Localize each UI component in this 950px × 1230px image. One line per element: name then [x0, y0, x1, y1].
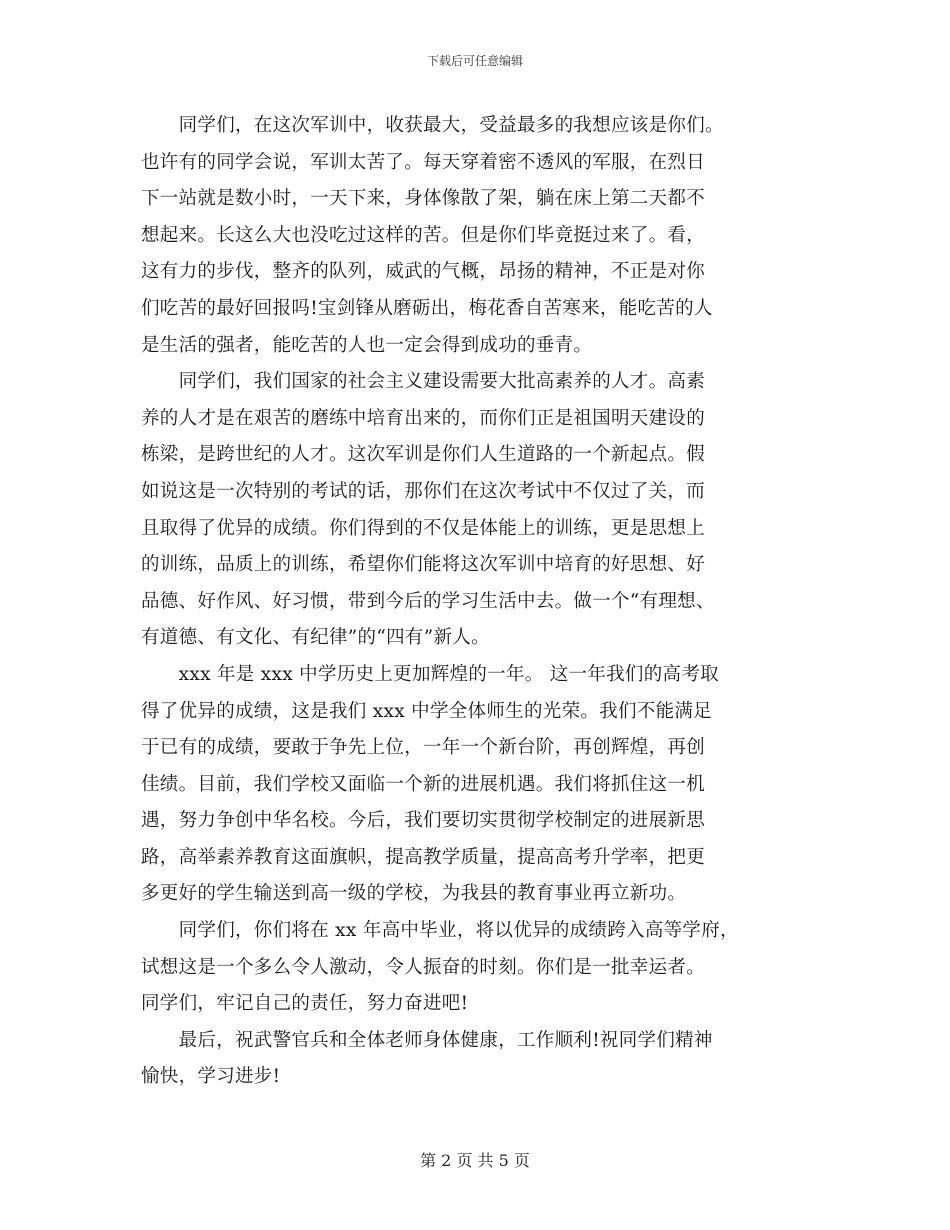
text-line: 同学们，我们国家的社会主义建设需要大批高素养的人才。高素	[141, 371, 706, 393]
text-line: 下一站就是数小时，一天下来，身体像散了架，躺在床上第二天都不	[141, 188, 706, 210]
text-line: 想起来。长这么大也没吃过这样的苦。但是你们毕竟挺过来了。看，	[141, 224, 706, 246]
text-line: 最后，祝武警官兵和全体老师身体健康，工作顺利!祝同学们精神	[141, 1029, 713, 1051]
text-line: 们吃苦的最好回报吗!宝剑锋从磨砺出，梅花香自苦寒来，能吃苦的人	[141, 297, 713, 319]
text-line: 也许有的同学会说，军训太苦了。每天穿着密不透风的军服，在烈日	[141, 151, 706, 173]
text-line: 路，高举素养教育这面旗帜，提高教学质量，提高高考升学率，把更	[141, 846, 706, 868]
text-line: 于已有的成绩，要敢于争先上位，一年一个新台阶，再创辉煌，再创	[141, 737, 706, 759]
text-line: 养的人才是在艰苦的磨练中培育出来的，而你们正是祖国明天建设的	[141, 407, 706, 429]
text-line: 同学们，在这次军训中，收获最大，受益最多的我想应该是你们。	[141, 115, 724, 136]
text-line: 这有力的步伐，整齐的队列，威武的气概，昂扬的精神，不正是对你	[141, 261, 706, 283]
text-line: xxx 年是 xxx 中学历史上更加辉煌的一年。 这一年我们的高考取	[141, 663, 719, 685]
page-number: 第 2 页 共 5 页	[420, 1151, 530, 1170]
text-line: 同学们，你们将在 xx 年高中毕业，将以优异的成绩跨入高等学府，	[141, 920, 739, 942]
body-text	[141, 108, 813, 1096]
text-line: 如说这是一次特别的考试的话，那你们在这次考试中不仅过了关，而	[141, 480, 706, 502]
text-line: 试想这是一个多么令人激动，令人振奋的时刻。你们是一批幸运者。	[141, 956, 706, 978]
text-line: 遇，努力争创中华名校。今后，我们要切实贯彻学校制定的进展新思	[141, 810, 706, 832]
page-header: 下载后可任意编辑	[426, 54, 523, 68]
text-line: 是生活的强者，能吃苦的人也一定会得到成功的垂青。	[141, 334, 593, 356]
text-line: 得了优异的成绩，这是我们 xxx 中学全体师生的光荣。我们不能满足	[141, 700, 712, 722]
text-line: 品德、好作风、好习惯，带到今后的学习生活中去。做一个“有理想、	[141, 590, 715, 612]
text-line: 多更好的学生输送到高一级的学校，为我县的教育事业再立新功。	[141, 883, 687, 905]
text-line: 愉快，学习进步!	[141, 1066, 281, 1088]
text-line: 佳绩。目前，我们学校又面临一个新的进展机遇。我们将抓住这一机	[141, 773, 706, 795]
text-line: 且取得了优异的成绩。你们得到的不仅是体能上的训练，更是思想上	[141, 517, 706, 539]
text-line: 的训练，品质上的训练，希望你们能将这次军训中培育的好思想、好	[141, 554, 706, 576]
text-line: 同学们，牢记自己的责任，努力奋进吧!	[141, 993, 469, 1015]
text-line: 有道德、有文化、有纪律”的“四有”新人。	[141, 627, 490, 649]
text-line: 栋梁，是跨世纪的人才。这次军训是你们人生道路的一个新起点。假	[141, 444, 706, 466]
